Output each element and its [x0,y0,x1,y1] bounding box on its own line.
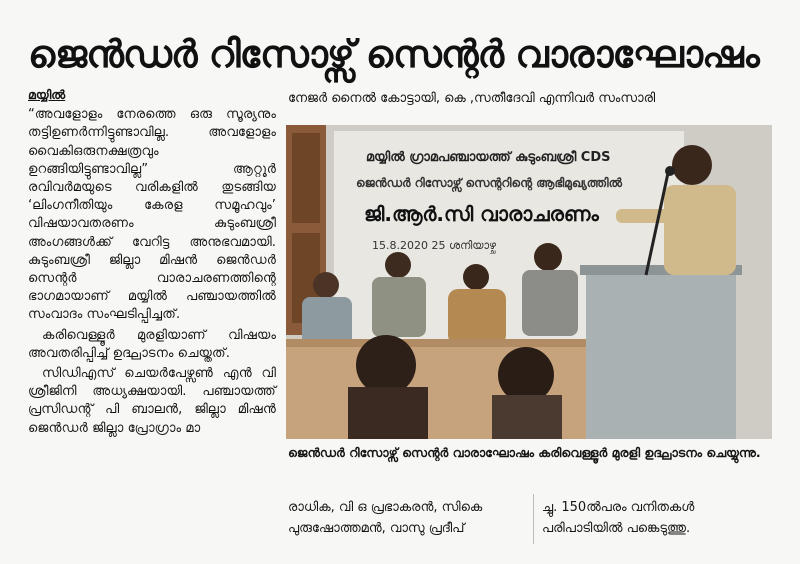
banner-line-4: 15.8.2020 25 ശനിയാഴ്ച [372,239,497,252]
headline: ജെൻഡർ റിസോഴ്സ് സെന്റർ വാരാഘോഷം [28,32,759,76]
continued-text-bottom-right: ച്ചു. 150ൽപരം വനിതകൾ പരിപാടിയിൽ പങ്കെടുത്തു. [542,500,695,536]
column-divider [533,494,534,544]
banner-line-2: ജെൻഡർ റിസോഴ്സ് സെന്ററിന്റെ ആഭിമുഖ്യത്തിൽ [356,176,623,190]
dateline: മയ്യിൽ [28,87,66,102]
continued-text-bottom-left: രാധിക, വി ഒ പ്രഭാകരൻ, സികെ പുരുഷോത്തമൻ, വാസു പ്രദീപ് [288,500,483,536]
article-left-column [28,86,276,440]
paragraph-3: സിഡിഎസ് ചെയർപേഴ്സൺ എൻ വി ശ്രീജിനി അധ്യക്ഷയായി. പഞ്ചായത്ത് പ്രസിഡന്റ് പി ബാലൻ, ജില്ലാ മിഷൻ ജെൻഡർ ജില്ലാ പ്രോഗ്രാം മാ [28,366,276,436]
paragraph-2: കരിവെള്ളൂർ മുരളിയാണ് വിഷയം അവതരിപ്പിച്ച് ഉദ്ഘാടനം ചെയ്തത്. [28,327,276,361]
continued-text-top: നേജർ നൈൽ കോട്ടായി, കെ ,സതീദേവി എന്നിവർ സംസാരി [288,91,656,106]
photo-caption: ജെൻഡർ റിസോഴ്സ് സെന്റർ വാരാഘോഷം കരിവെള്ളൂർ മുരളി ഉദ്ഘാടനം ചെയ്യുന്നു. [288,445,761,460]
banner-line-1: മയ്യിൽ ഗ്രാമപഞ്ചായത്ത് കുടുംബശ്രീ CDS [366,150,611,165]
news-photo [286,125,772,439]
paragraph-1: “അവളോളം നേരത്തെ ഒരു സൂര്യനും തട്ടിഉണർന്നിട്ടുണ്ടാവില്ല. അവളോളം വൈകിഒരുനക്ഷത്രവും ഉറങ്ങിയിട്ടുണ്ടാവില്ല” ആറ്റൂർ രവിവർമയുടെ വരികളിൽ തുടങ്ങിയ ‘ലിംഗനീതിയും കേരള സമൂഹവും’ വിഷയാവതരണം കുടുംബശ്രീ അംഗങ്ങൾക്ക് വേറിട്ട അനുഭവമായി. കുടുംബശ്രീ ജില്ലാ മിഷൻ ജെൻഡർ സെന്റർ വാരാചരണത്തിന്റെ ഭാഗമായാണ് മയ്യിൽ പഞ്ചായത്തിൽ സംവാദം സംഘടിപ്പിച്ചത്. [28,107,276,323]
banner-line-3: ജി.ആർ.സി വാരാചരണം [364,202,599,226]
